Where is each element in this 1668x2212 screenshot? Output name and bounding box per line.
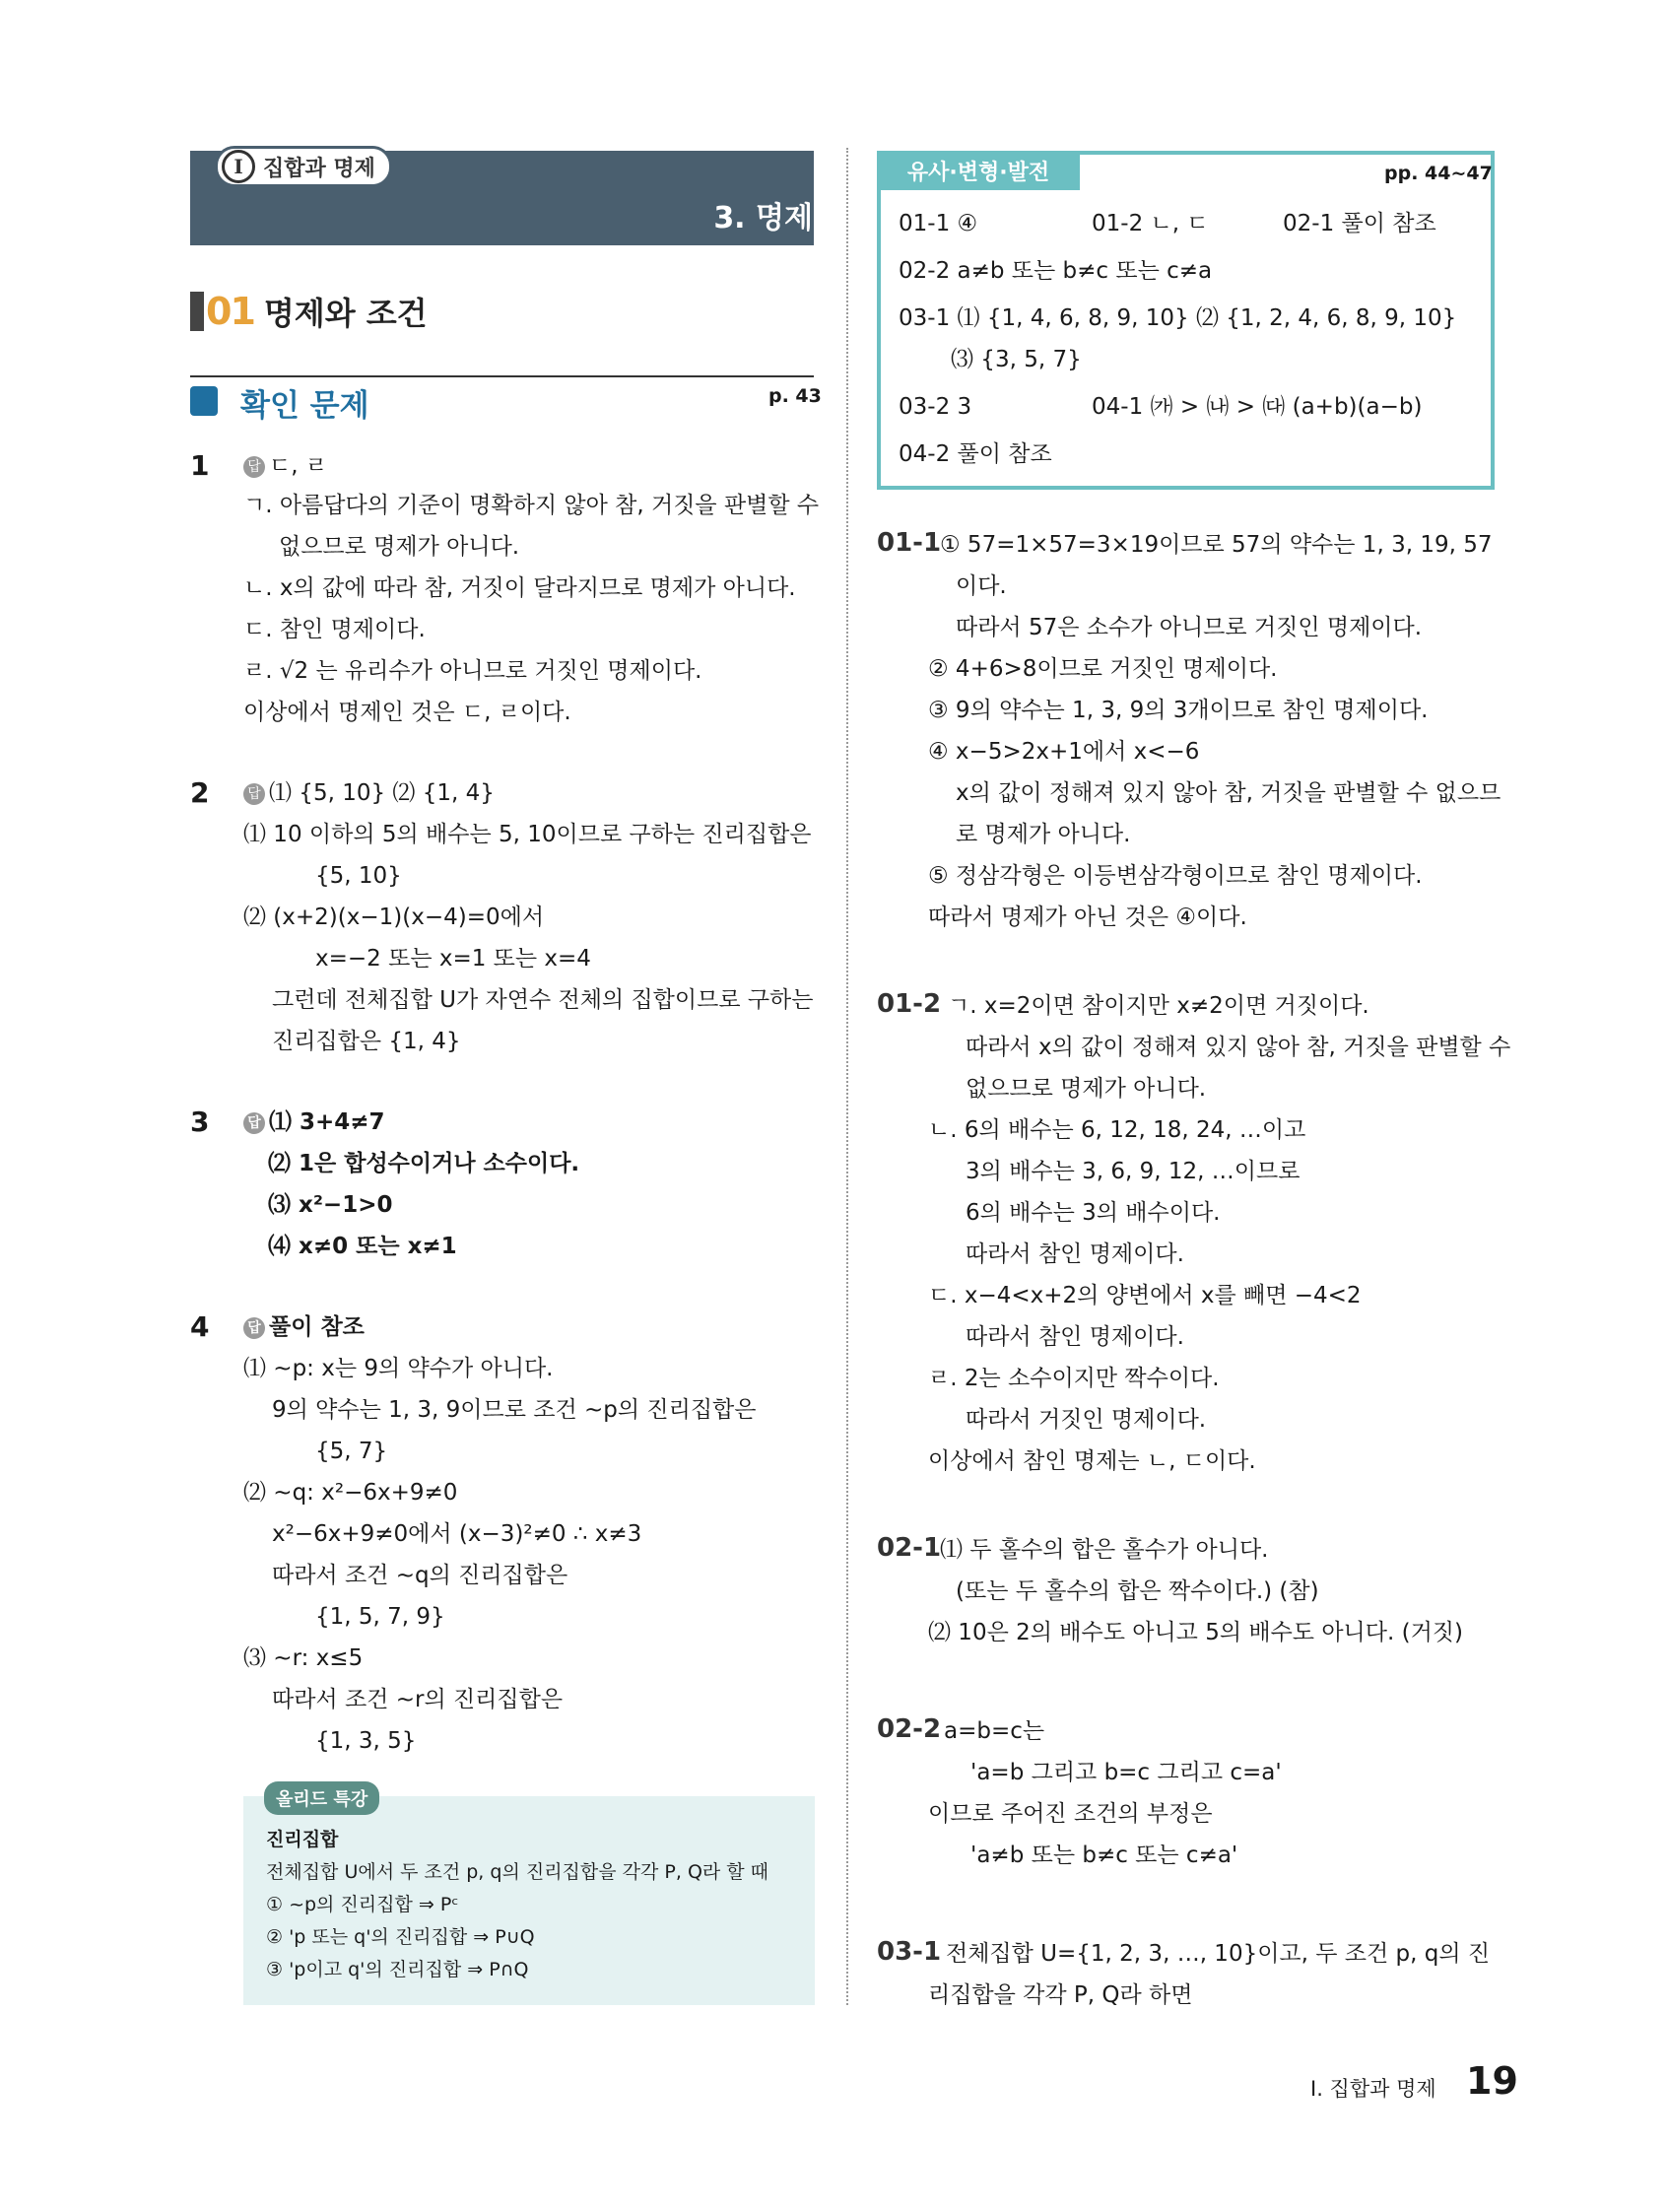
answer-icon: 답 [243, 1317, 265, 1339]
tip-line: ③ 'p이고 q'의 진리집합 ⇒ P∩Q [266, 1959, 529, 1980]
answer-icon: 답 [243, 783, 265, 805]
s012-line: ㄹ. 2는 소수이지만 짝수이다. [928, 1366, 1220, 1391]
section-title: 3. 명제 [713, 201, 813, 235]
s012-line: 6의 배수는 3의 배수이다. [966, 1200, 1221, 1226]
tip-line: ① ~p의 진리집합 ⇒ Pᶜ [266, 1894, 459, 1915]
s011-line: ③ 9의 약수는 1, 3, 9의 3개이므로 참인 명제이다. [928, 698, 1429, 723]
tip-line: ② 'p 또는 q'의 진리집합 ⇒ P∪Q [266, 1926, 535, 1948]
tip-line: 전체집합 U에서 두 조건 p, q의 진리집합을 각각 P, Q라 할 때 [266, 1861, 769, 1883]
s012-line: 3의 배수는 3, 6, 9, 12, …이므로 [966, 1159, 1301, 1184]
s031-line: 전체집합 U={1, 2, 3, …, 10}이고, 두 조건 p, q의 진 [946, 1941, 1491, 1967]
s021-line: ⑴ 두 홀수의 합은 홀수가 아니다. [940, 1537, 1269, 1563]
s011-line: ④ x−5>2x+1에서 x<−6 [928, 739, 1200, 765]
q4-number: 4 [190, 1310, 210, 1343]
q2-line: ⑴ 10 이하의 5의 배수는 5, 10이므로 구하는 진리집합은 [243, 822, 812, 847]
s011-line: ② 4+6>8이므로 거짓인 명제이다. [928, 656, 1278, 682]
s011-line: ⑤ 정삼각형은 이등변삼각형이므로 참인 명제이다. [928, 863, 1423, 889]
s031-line: 리집합을 각각 P, Q라 하면 [928, 1982, 1193, 2008]
s012-line: 이상에서 참인 명제는 ㄴ, ㄷ이다. [928, 1448, 1256, 1474]
q3-number: 3 [190, 1106, 210, 1138]
q2-line: x=−2 또는 x=1 또는 x=4 [315, 946, 591, 972]
q3-line: ⑷ x≠0 또는 x≠1 [268, 1234, 457, 1259]
tip-title: 진리집합 [266, 1829, 339, 1850]
check-rule [190, 375, 814, 377]
q1-number: 1 [190, 449, 210, 482]
lesson-heading [190, 289, 428, 334]
summary-row: 02-2 a≠b 또는 b≠c 또는 c≠a [899, 258, 1213, 284]
q2-line: 그런데 전체집합 U가 자연수 전체의 집합이므로 구하는 [272, 987, 814, 1013]
footer-chapter: I. 집합과 명제 [1310, 2077, 1436, 2101]
q2-line: ⑵ (x+2)(x−1)(x−4)=0에서 [243, 905, 545, 930]
s012-line: 따라서 거짓인 명제이다. [966, 1407, 1207, 1433]
lesson-title: 명제와 조건 [263, 295, 428, 332]
chapter-number: I [222, 150, 255, 183]
q4-answer: 답 풀이 참조 [243, 1312, 365, 1342]
column-divider [846, 148, 848, 2005]
summary-row: 03-1 ⑴ {1, 4, 6, 8, 9, 10} ⑵ {1, 2, 4, 6, 8, 9, 10} [899, 305, 1457, 331]
page-number: 19 [1466, 2059, 1518, 2103]
q2-answer: 답 ⑴ {5, 10} ⑵ {1, 4} [243, 778, 495, 808]
chapter-pill [215, 146, 392, 187]
s012-line: ㄱ. x=2이면 참이지만 x≠2이면 거짓이다. [948, 993, 1369, 1019]
answer-icon: 답 [243, 456, 265, 478]
s022-line: 'a≠b 또는 b≠c 또는 c≠a' [970, 1843, 1238, 1868]
s022-line: a=b=c는 [944, 1718, 1045, 1744]
q1-line: 없으므로 명제가 아니다. [279, 534, 520, 560]
s012-line: 없으므로 명제가 아니다. [966, 1076, 1207, 1102]
q3-line: ⑵ 1은 합성수이거나 소수이다. [268, 1151, 580, 1176]
s021-line: ⑵ 10은 2의 배수도 아니고 5의 배수도 아니다. (거짓) [928, 1620, 1463, 1645]
q4-line: 따라서 조건 ~r의 진리집합은 [272, 1687, 564, 1712]
solution-id: 02-1 [877, 1533, 942, 1563]
s011-line: x의 값이 정해져 있지 않아 참, 거짓을 판별할 수 없으므 [956, 780, 1501, 806]
q2-number: 2 [190, 776, 210, 809]
s012-line: 따라서 참인 명제이다. [966, 1241, 1184, 1267]
chapter-title: 집합과 명제 [263, 156, 375, 181]
s012-line: ㄴ. 6의 배수는 6, 12, 18, 24, …이고 [928, 1117, 1306, 1143]
s011-line: 따라서 명제가 아닌 것은 ④이다. [928, 905, 1247, 930]
solution-id: 01-1 [877, 528, 942, 558]
q1-answer: 답 ㄷ, ㄹ [243, 451, 327, 481]
solution-id: 02-2 [877, 1714, 942, 1744]
s021-line: (또는 두 홀수의 합은 짝수이다.) (참) [956, 1578, 1319, 1604]
q3-line: ⑶ x²−1>0 [268, 1192, 393, 1218]
summary-row: 02-1 풀이 참조 [1283, 211, 1436, 236]
s012-line: 따라서 참인 명제이다. [966, 1324, 1184, 1350]
q4-line: 따라서 조건 ~q의 진리집합은 [272, 1563, 568, 1588]
s022-line: 'a=b 그리고 b=c 그리고 c=a' [970, 1760, 1282, 1785]
q4-line: {5, 7} [315, 1439, 388, 1464]
q4-line: {1, 5, 7, 9} [315, 1604, 445, 1630]
check-icon [190, 386, 218, 416]
q1-line: 이상에서 명제인 것은 ㄷ, ㄹ이다. [243, 700, 571, 725]
solution-id: 01-2 [877, 989, 942, 1019]
q1-line: ㄹ. √2 는 유리수가 아니므로 거짓인 명제이다. [243, 658, 702, 684]
q1-line: ㄴ. x의 값에 따라 참, 거짓이 달라지므로 명제가 아니다. [243, 575, 796, 601]
q2-line: 진리집합은 {1, 4} [272, 1029, 461, 1054]
q3-answer: 답 ⑴ 3+4≠7 [243, 1107, 385, 1137]
q4-line: x²−6x+9≠0에서 (x−3)²≠0 ∴ x≠3 [272, 1521, 642, 1547]
q4-line: ⑴ ~p: x는 9의 약수가 아니다. [243, 1356, 554, 1381]
q4-line: ⑶ ~r: x≤5 [243, 1645, 364, 1671]
s011-line: 이다. [956, 573, 1007, 599]
check-title: 확인 문제 [240, 388, 369, 424]
s011-line: ① 57=1×57=3×19이므로 57의 약수는 1, 3, 19, 57 [940, 532, 1493, 558]
q4-line: {1, 3, 5} [315, 1728, 417, 1754]
s022-line: 이므로 주어진 조건의 부정은 [928, 1801, 1213, 1827]
q4-line: 9의 약수는 1, 3, 9이므로 조건 ~p의 진리집합은 [272, 1397, 757, 1423]
summary-pages: pp. 44~47 [1384, 163, 1493, 184]
lesson-number: 01 [206, 290, 254, 333]
summary-row: 03-2 3 [899, 394, 972, 420]
summary-row: 01-2 ㄴ, ㄷ [1092, 211, 1209, 236]
s012-line: 따라서 x의 값이 정해져 있지 않아 참, 거짓을 판별할 수 [966, 1035, 1511, 1060]
q1-line: ㄱ. 아름답다의 기준이 명확하지 않아 참, 거짓을 판별할 수 [243, 493, 820, 518]
summary-row: 04-1 ㈎ > ㈏ > ㈐ (a+b)(a−b) [1092, 394, 1423, 420]
s011-line: 따라서 57은 소수가 아니므로 거짓인 명제이다. [956, 615, 1423, 640]
lesson-bar [190, 292, 204, 331]
s011-line: 로 명제가 아니다. [956, 822, 1131, 847]
summary-row: 04-2 풀이 참조 [899, 441, 1052, 467]
check-page: p. 43 [768, 385, 822, 407]
q2-line: {5, 10} [315, 863, 402, 889]
summary-row: 01-1 ④ [899, 211, 978, 236]
q4-line: ⑵ ~q: x²−6x+9≠0 [243, 1480, 458, 1506]
answer-icon: 답 [243, 1112, 265, 1134]
solution-id: 03-1 [877, 1937, 942, 1967]
summary-tag: 유사·변형·발전 [877, 151, 1080, 190]
tip-tag: 올리드 특강 [264, 1781, 379, 1815]
q1-line: ㄷ. 참인 명제이다. [243, 617, 426, 642]
s012-line: ㄷ. x−4<x+2의 양변에서 x를 빼면 −4<2 [928, 1283, 1362, 1308]
summary-row: ⑶ {3, 5, 7} [951, 347, 1082, 372]
